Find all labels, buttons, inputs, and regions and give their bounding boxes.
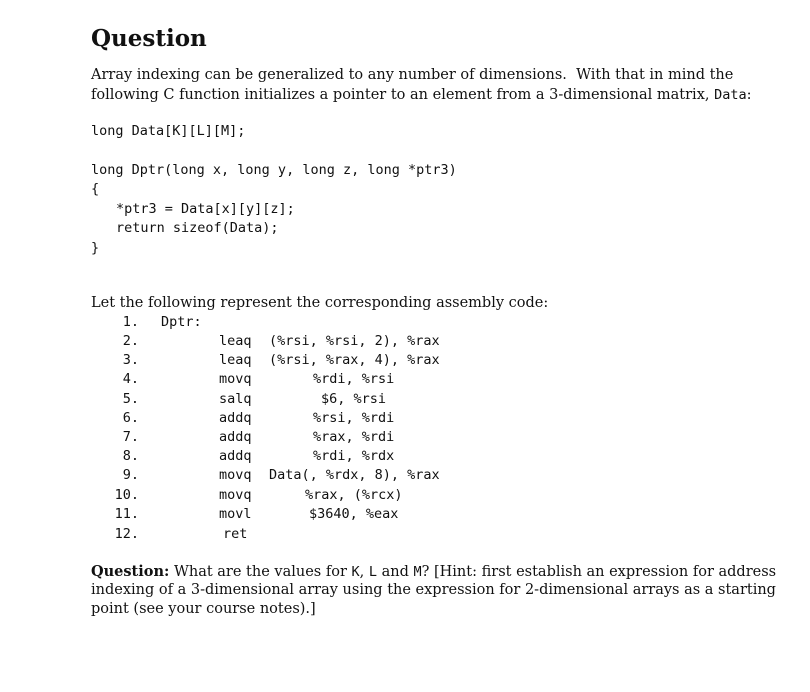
var-k: K <box>351 564 360 580</box>
asm-op: salq <box>219 391 252 407</box>
question-text: and <box>376 564 414 580</box>
question-line-1 <box>91 562 776 582</box>
asm-args: %rdi, %rsi <box>313 371 395 387</box>
asm-args: $3640, %eax <box>309 506 399 522</box>
var-m: M <box>413 564 422 580</box>
intro-data-code: Data <box>714 87 747 103</box>
asm-line-number: 5. <box>122 391 139 407</box>
asm-args: %rsi, %rdi <box>313 410 395 426</box>
asm-args: (%rsi, %rsi, 2), %rax <box>269 333 440 349</box>
intro-line-2-end: : <box>746 87 752 103</box>
asm-label: Dptr: <box>161 314 202 330</box>
asm-op: addq <box>219 429 252 445</box>
page-title: Question <box>91 25 207 52</box>
question-label: Question: <box>91 563 170 580</box>
question-sep: , <box>359 564 369 580</box>
asm-line-number: 8. <box>122 448 139 464</box>
asm-op: ret <box>223 526 248 542</box>
asm-op: movq <box>219 467 252 483</box>
asm-line-number: 1. <box>122 314 139 330</box>
asm-line-number: 12. <box>114 526 139 542</box>
asm-args: %rax, %rdi <box>313 429 395 445</box>
asm-line-number: 2. <box>122 333 139 349</box>
question-text: What are the values for <box>169 564 352 580</box>
asm-op: leaq <box>219 352 252 368</box>
asm-args: %rax, (%rcx) <box>305 487 403 503</box>
asm-op: addq <box>219 410 252 426</box>
question-line-3: point (see your course notes).] <box>91 601 316 617</box>
asm-line-number: 6. <box>122 410 139 426</box>
var-l: L <box>368 564 377 580</box>
asm-op: movq <box>219 371 252 387</box>
function-open-brace: { <box>91 181 100 197</box>
asm-args: Data(, %rdx, 8), %rax <box>269 467 440 483</box>
function-body-line-1: *ptr3 = Data[x][y][z]; <box>116 201 295 217</box>
asm-line-number: 4. <box>122 371 139 387</box>
asm-op: addq <box>219 448 252 464</box>
array-declaration: long Data[K][L][M]; <box>91 123 246 139</box>
asm-line-number: 7. <box>122 429 139 445</box>
asm-op: movq <box>219 487 252 503</box>
asm-args: $6, %rsi <box>321 391 387 407</box>
function-close-brace: } <box>91 240 100 256</box>
asm-args: %rdi, %rdx <box>313 448 395 464</box>
intro-line-1: Array indexing can be generalized to any number of dimensions. With that in mind the <box>91 67 734 83</box>
asm-args: (%rsi, %rax, 4), %rax <box>269 352 440 368</box>
asm-line-number: 3. <box>122 352 139 368</box>
intro-line-2-text: following C function initializes a pointer to an element from a 3-dimensional matrix, <box>91 87 715 103</box>
asm-op: movl <box>219 506 252 522</box>
assembly-intro: Let the following represent the corresponding assembly code: <box>91 295 549 311</box>
asm-line-number: 9. <box>122 467 139 483</box>
asm-line-number: 10. <box>114 487 139 503</box>
asm-op: leaq <box>219 333 252 349</box>
function-body-line-2: return sizeof(Data); <box>116 220 279 236</box>
question-line-2: indexing of a 3-dimensional array using the expression for 2-dimensional arrays as a starting <box>91 582 776 598</box>
function-signature: long Dptr(long x, long y, long z, long *ptr3) <box>91 162 457 178</box>
intro-line-2 <box>91 86 752 105</box>
asm-line-number: 11. <box>114 506 139 522</box>
question-text: ? [Hint: first establish an expression for address <box>421 564 777 580</box>
